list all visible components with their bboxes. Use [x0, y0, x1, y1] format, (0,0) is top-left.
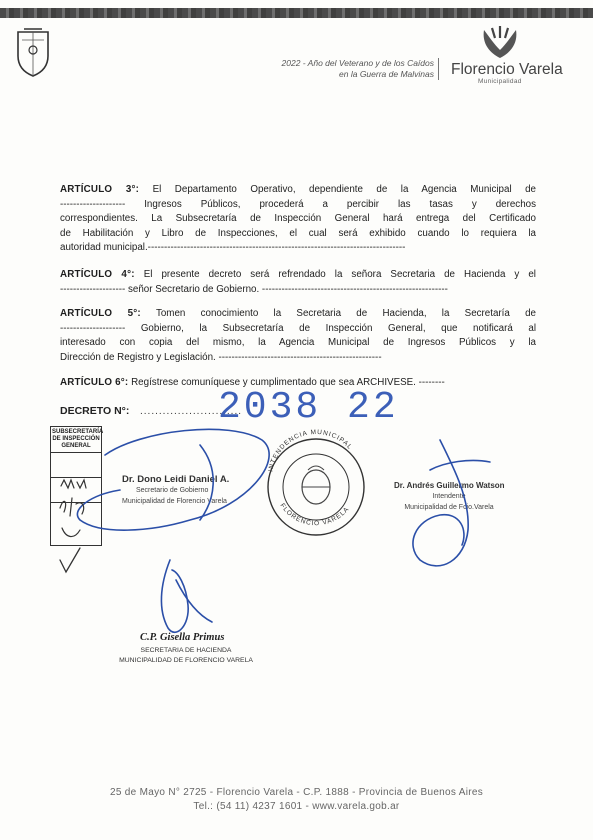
- crest-icon: [14, 26, 52, 78]
- signer-role: SECRETARIA DE HACIENDA: [140, 647, 232, 654]
- stamp-box-row: [51, 478, 101, 503]
- article-line: El Departamento Operativo, dependiente de la Agencia Municipal de: [152, 184, 536, 195]
- inspection-stamp-box: [50, 426, 102, 546]
- scan-top-edge: [0, 8, 593, 18]
- seal-top-text: INTENDENCIA MUNICIPAL: [267, 428, 354, 473]
- article-line: autoridad municipal.-------------------------------------------------------------------------------: [60, 242, 406, 254]
- decree-dots: ...........................: [140, 406, 243, 417]
- motto-line-1: 2022 - Año del Veterano y de los Caídos: [281, 58, 434, 68]
- year-motto: [222, 58, 434, 80]
- motto-line-2: en la Guerra de Malvinas: [339, 69, 434, 79]
- article-3: [60, 183, 536, 256]
- signer-municipality: Municipalidad de Florencio Varela: [122, 498, 227, 505]
- footer-address: 25 de Mayo N° 2725 - Florencio Varela - C.P. 1888 - Provincia de Buenos Aires: [109, 787, 484, 798]
- article-5: [60, 307, 536, 365]
- article-label: ARTÍCULO 6°:: [60, 377, 129, 388]
- stamp-box-header: SUBSECRETARÍA DE INSPECCIÓN GENERAL: [51, 427, 101, 453]
- signer-municipality: Municipalidad de Fcio.Varela: [404, 504, 494, 511]
- stamp-box-row: [51, 503, 101, 527]
- signature-block-gobierno: [122, 474, 229, 507]
- signature-stroke-hacienda-2: [176, 580, 212, 622]
- logo-subtitle: Municipalidad: [478, 78, 522, 85]
- signer-role-hacienda: [116, 646, 256, 665]
- signer-name: Dr. Andrés Guillermo Watson: [394, 481, 505, 490]
- signer-role: Intendente: [432, 493, 466, 500]
- article-line: Tomen conocimiento la Secretaria de Hacienda, la Secretaría de: [155, 308, 536, 319]
- header-divider: [438, 58, 439, 80]
- signer-role: Secretario de Gobierno: [136, 487, 209, 494]
- article-line: Dirección de Registro y Legislación. --------------------------------------------------: [60, 351, 382, 363]
- signature-stroke-hacienda: [161, 560, 188, 632]
- svg-text:INTENDENCIA MUNICIPAL: [267, 429, 353, 472]
- signature-stroke-intendente-2: [430, 460, 490, 470]
- article-label: ARTÍCULO 5°:: [60, 308, 141, 319]
- article-label: ARTÍCULO 3°:: [60, 184, 140, 195]
- article-4: [60, 268, 536, 297]
- article-line: -------------------- Ingresos Públicos, procederá a percibir las tasas y derechos: [60, 198, 536, 210]
- logo-name: Florencio Varela: [451, 61, 563, 78]
- article-line: interesado con copia del mismo, la Agencia Municipal de Ingresos Públicos y la: [60, 337, 536, 349]
- article-line: Regístrese comuníquese y cumplimentado que sea ARCHIVESE. --------: [131, 377, 445, 388]
- article-line: -------------------- señor Secretario de Gobierno. ---------------------------------------------------------: [60, 283, 448, 295]
- stamp-box-row: [51, 453, 101, 478]
- article-line: -------------------- Gobierno, la Subsecretaría de Inspección General, que notificará al: [60, 322, 536, 334]
- tick-mark: [60, 548, 80, 572]
- article-line: correspondientes. La Subsecretaría de Inspección General hará entrega del Certificado: [60, 213, 536, 225]
- article-line: El presente decreto será refrendado la señora Secretaria de Hacienda y el: [143, 269, 536, 280]
- decree-label: DECRETO N°:: [60, 405, 130, 417]
- signer-name: Dr. Dono Leidi Daniel A.: [122, 474, 230, 485]
- decree-number-stamp: 2038 22: [218, 386, 399, 429]
- article-line: de Habilitación y Libro de Inspecciones, el cual será exhibido cuando lo requiera la: [60, 227, 536, 239]
- article-label: ARTÍCULO 4°:: [60, 269, 135, 280]
- signer-municipality: MUNICIPALIDAD DE FLORENCIO VARELA: [119, 656, 253, 664]
- signer-name-hacienda: C.P. Gisella Primus: [140, 632, 225, 643]
- florencio-varela-logo-icon: [478, 24, 522, 60]
- seal-bottom-text: FLORENCIO VARELA: [278, 502, 351, 528]
- svg-text:FLORENCIO VARELA: [278, 502, 350, 527]
- footer-contact: Tel.: (54 11) 4237 1601 - www.varela.gob.ar: [193, 801, 400, 812]
- signature-block-intendente: [394, 480, 504, 513]
